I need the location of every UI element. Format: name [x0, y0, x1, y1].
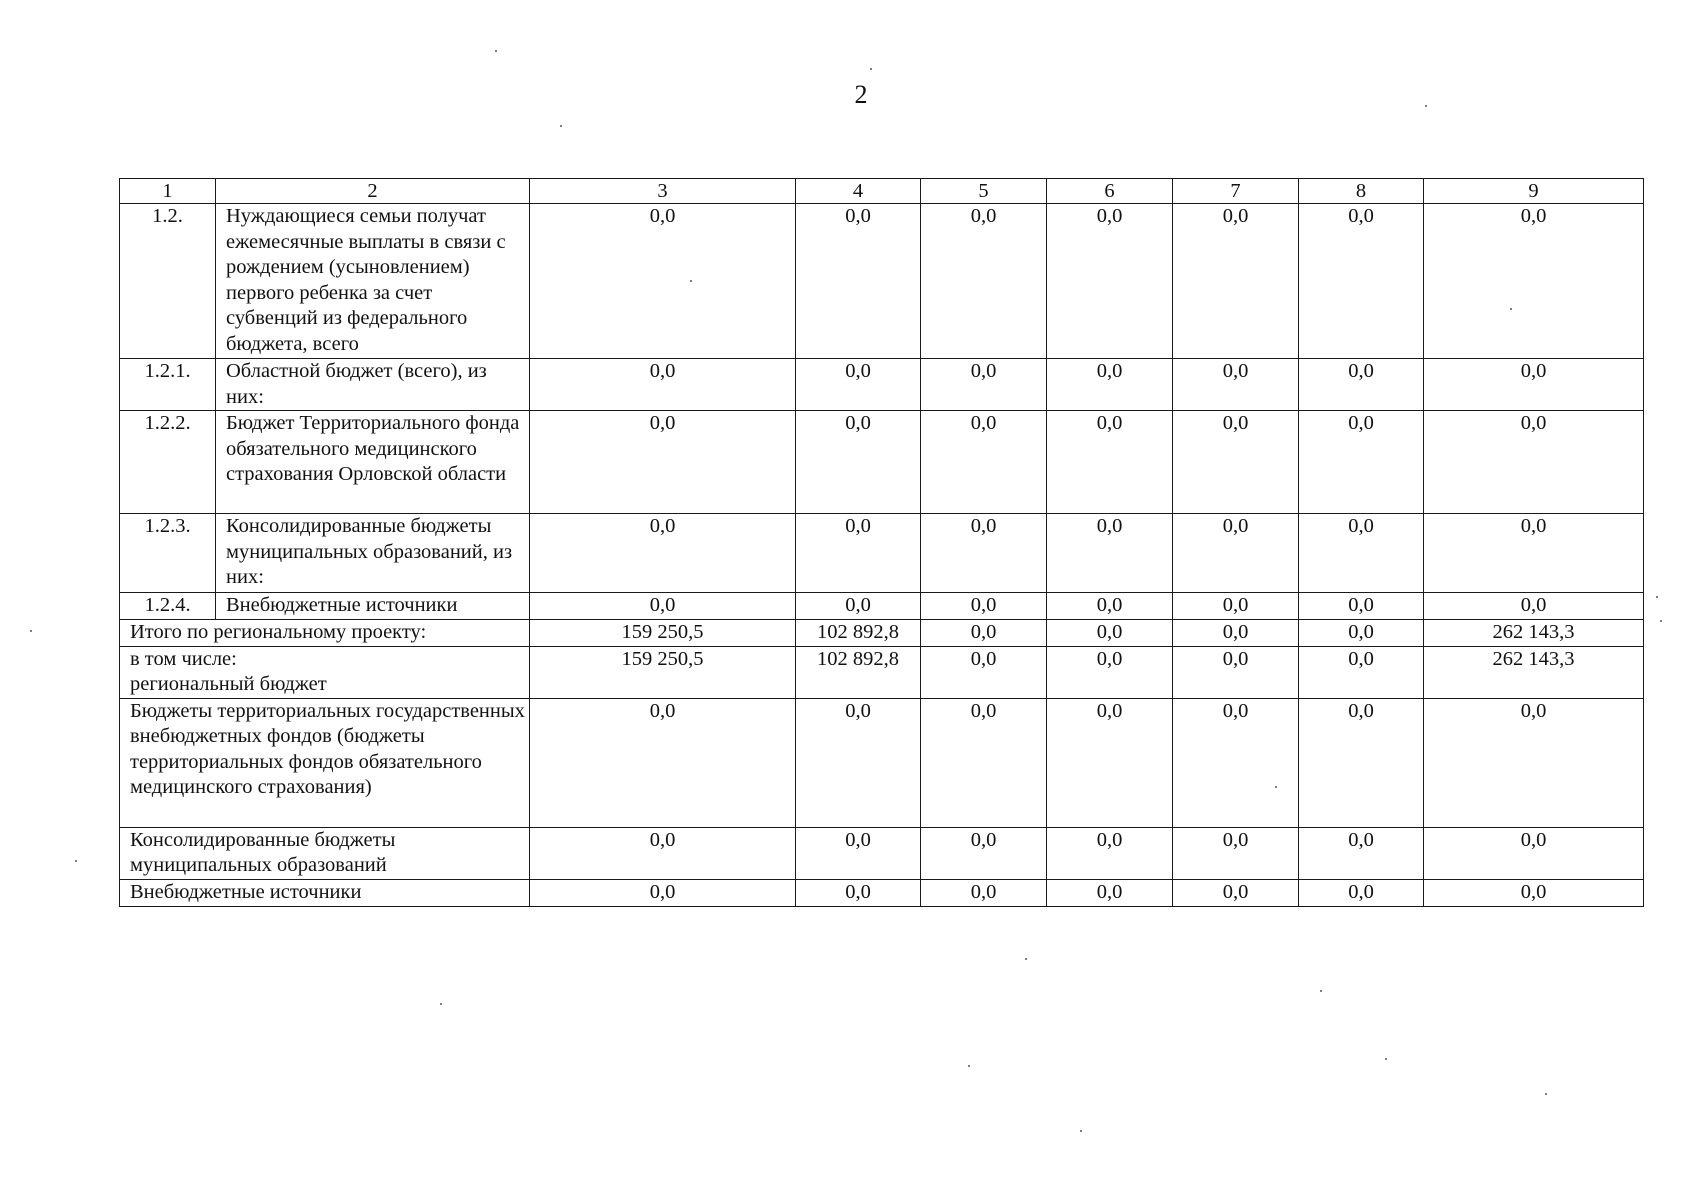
value-cell: 0,0 [796, 593, 921, 620]
summary-label: Бюджеты территориальных государственных внебюджетных фондов (бюджеты территориальных фондов обязательного медицинского страхования) [120, 698, 530, 827]
value-cell: 0,0 [1173, 514, 1299, 593]
value-cell: 159 250,5 [530, 646, 796, 698]
summary-label [120, 646, 530, 698]
row-code: 1.2.1. [120, 359, 216, 411]
value-cell: 0,0 [1424, 879, 1644, 906]
value-cell: 0,0 [921, 593, 1047, 620]
value-cell: 0,0 [1173, 620, 1299, 647]
scan-speck [1025, 958, 1027, 960]
value-cell: 0,0 [1424, 827, 1644, 879]
scan-speck [870, 68, 872, 70]
value-cell: 0,0 [1047, 620, 1173, 647]
scan-speck [1510, 308, 1512, 310]
value-cell: 0,0 [530, 698, 796, 827]
value-cell: 0,0 [1047, 698, 1173, 827]
value-cell: 0,0 [1299, 879, 1424, 906]
value-cell: 0,0 [1173, 359, 1299, 411]
header-col-7: 7 [1173, 179, 1299, 204]
value-cell: 102 892,8 [796, 620, 921, 647]
row-name: Нуждающиеся семьи получат ежемесячные выплаты в связи с рождением (усыновлением) первого ребенка за счет субвенций из федерального бюджета, всего [216, 204, 530, 359]
summary-row-funds [120, 698, 1644, 827]
row-code: 1.2.3. [120, 514, 216, 593]
value-cell: 262 143,3 [1424, 620, 1644, 647]
scan-speck [1545, 1093, 1547, 1095]
value-cell: 0,0 [1424, 204, 1644, 359]
table-row [120, 514, 1644, 593]
value-cell: 0,0 [1047, 827, 1173, 879]
summary-label-line2: региональный бюджет [130, 673, 327, 695]
scan-speck [30, 630, 32, 632]
value-cell: 0,0 [1173, 593, 1299, 620]
row-name: Бюджет Территориального фонда обязательного медицинского страхования Орловской области [216, 411, 530, 514]
value-cell: 0,0 [530, 411, 796, 514]
budget-table [119, 178, 1644, 907]
value-cell: 0,0 [796, 204, 921, 359]
header-col-1: 1 [120, 179, 216, 204]
header-col-5: 5 [921, 179, 1047, 204]
summary-row-municipal [120, 827, 1644, 879]
row-code: 1.2.4. [120, 593, 216, 620]
row-code: 1.2. [120, 204, 216, 359]
value-cell: 0,0 [530, 204, 796, 359]
value-cell: 0,0 [1299, 646, 1424, 698]
value-cell: 0,0 [796, 698, 921, 827]
value-cell: 262 143,3 [1424, 646, 1644, 698]
page-number: 2 [854, 80, 868, 109]
row-code: 1.2.2. [120, 411, 216, 514]
value-cell: 0,0 [530, 879, 796, 906]
header-col-2: 2 [216, 179, 530, 204]
scan-speck [1275, 786, 1277, 788]
table-row [120, 204, 1644, 359]
header-col-8: 8 [1299, 179, 1424, 204]
value-cell: 0,0 [921, 359, 1047, 411]
header-row [120, 179, 1644, 204]
value-cell: 0,0 [1299, 514, 1424, 593]
table-row [120, 593, 1644, 620]
value-cell: 0,0 [1047, 514, 1173, 593]
value-cell: 0,0 [1299, 698, 1424, 827]
value-cell: 0,0 [1299, 359, 1424, 411]
value-cell: 159 250,5 [530, 620, 796, 647]
value-cell: 0,0 [796, 359, 921, 411]
scan-speck [1385, 1058, 1387, 1060]
value-cell: 0,0 [1173, 827, 1299, 879]
value-cell: 0,0 [530, 827, 796, 879]
row-name: Консолидированные бюджеты муниципальных образований, из них: [216, 514, 530, 593]
scan-speck [968, 1065, 970, 1067]
header-col-4: 4 [796, 179, 921, 204]
scan-speck [1656, 596, 1658, 598]
value-cell: 0,0 [921, 204, 1047, 359]
value-cell: 0,0 [921, 620, 1047, 647]
row-name: Областной бюджет (всего), из них: [216, 359, 530, 411]
summary-row-extrabudgetary [120, 879, 1644, 906]
summary-row-total [120, 620, 1644, 647]
value-cell: 0,0 [796, 879, 921, 906]
header-col-3: 3 [530, 179, 796, 204]
value-cell: 0,0 [1047, 646, 1173, 698]
scan-speck [495, 50, 497, 52]
value-cell: 0,0 [1173, 204, 1299, 359]
scan-speck [75, 860, 77, 862]
value-cell: 0,0 [1047, 411, 1173, 514]
value-cell: 0,0 [1424, 514, 1644, 593]
table-row [120, 411, 1644, 514]
value-cell: 0,0 [796, 514, 921, 593]
value-cell: 0,0 [1424, 359, 1644, 411]
summary-label-line1: в том числе: [130, 647, 237, 670]
scan-speck [690, 280, 692, 282]
scan-speck [560, 125, 562, 127]
summary-row-regional [120, 646, 1644, 698]
value-cell: 0,0 [921, 879, 1047, 906]
summary-label: Консолидированные бюджеты муниципальных образований [120, 827, 530, 879]
value-cell: 0,0 [921, 646, 1047, 698]
summary-label: Итого по региональному проекту: [120, 620, 530, 647]
value-cell: 0,0 [921, 698, 1047, 827]
table-row [120, 359, 1644, 411]
scan-speck [440, 1003, 442, 1005]
scan-speck [1080, 1130, 1082, 1132]
value-cell: 0,0 [1047, 593, 1173, 620]
value-cell: 0,0 [1299, 827, 1424, 879]
value-cell: 0,0 [1047, 879, 1173, 906]
value-cell: 0,0 [1299, 411, 1424, 514]
value-cell: 0,0 [530, 593, 796, 620]
value-cell: 0,0 [796, 411, 921, 514]
row-name: Внебюджетные источники [216, 593, 530, 620]
value-cell: 0,0 [921, 514, 1047, 593]
value-cell: 0,0 [530, 359, 796, 411]
scan-speck [1425, 105, 1427, 107]
value-cell: 0,0 [1173, 879, 1299, 906]
value-cell: 0,0 [1173, 646, 1299, 698]
value-cell: 0,0 [530, 514, 796, 593]
value-cell: 0,0 [796, 827, 921, 879]
summary-label: Внебюджетные источники [120, 879, 530, 906]
scan-speck [1320, 990, 1322, 992]
value-cell: 0,0 [1424, 411, 1644, 514]
value-cell: 0,0 [1047, 359, 1173, 411]
value-cell: 0,0 [1299, 620, 1424, 647]
value-cell: 0,0 [1173, 698, 1299, 827]
header-col-6: 6 [1047, 179, 1173, 204]
value-cell: 0,0 [1047, 204, 1173, 359]
value-cell: 0,0 [1424, 593, 1644, 620]
value-cell: 0,0 [1173, 411, 1299, 514]
value-cell: 0,0 [1299, 204, 1424, 359]
header-col-9: 9 [1424, 179, 1644, 204]
scan-speck [1660, 620, 1662, 622]
value-cell: 0,0 [1424, 698, 1644, 827]
value-cell: 102 892,8 [796, 646, 921, 698]
value-cell: 0,0 [921, 411, 1047, 514]
value-cell: 0,0 [1299, 593, 1424, 620]
value-cell: 0,0 [921, 827, 1047, 879]
